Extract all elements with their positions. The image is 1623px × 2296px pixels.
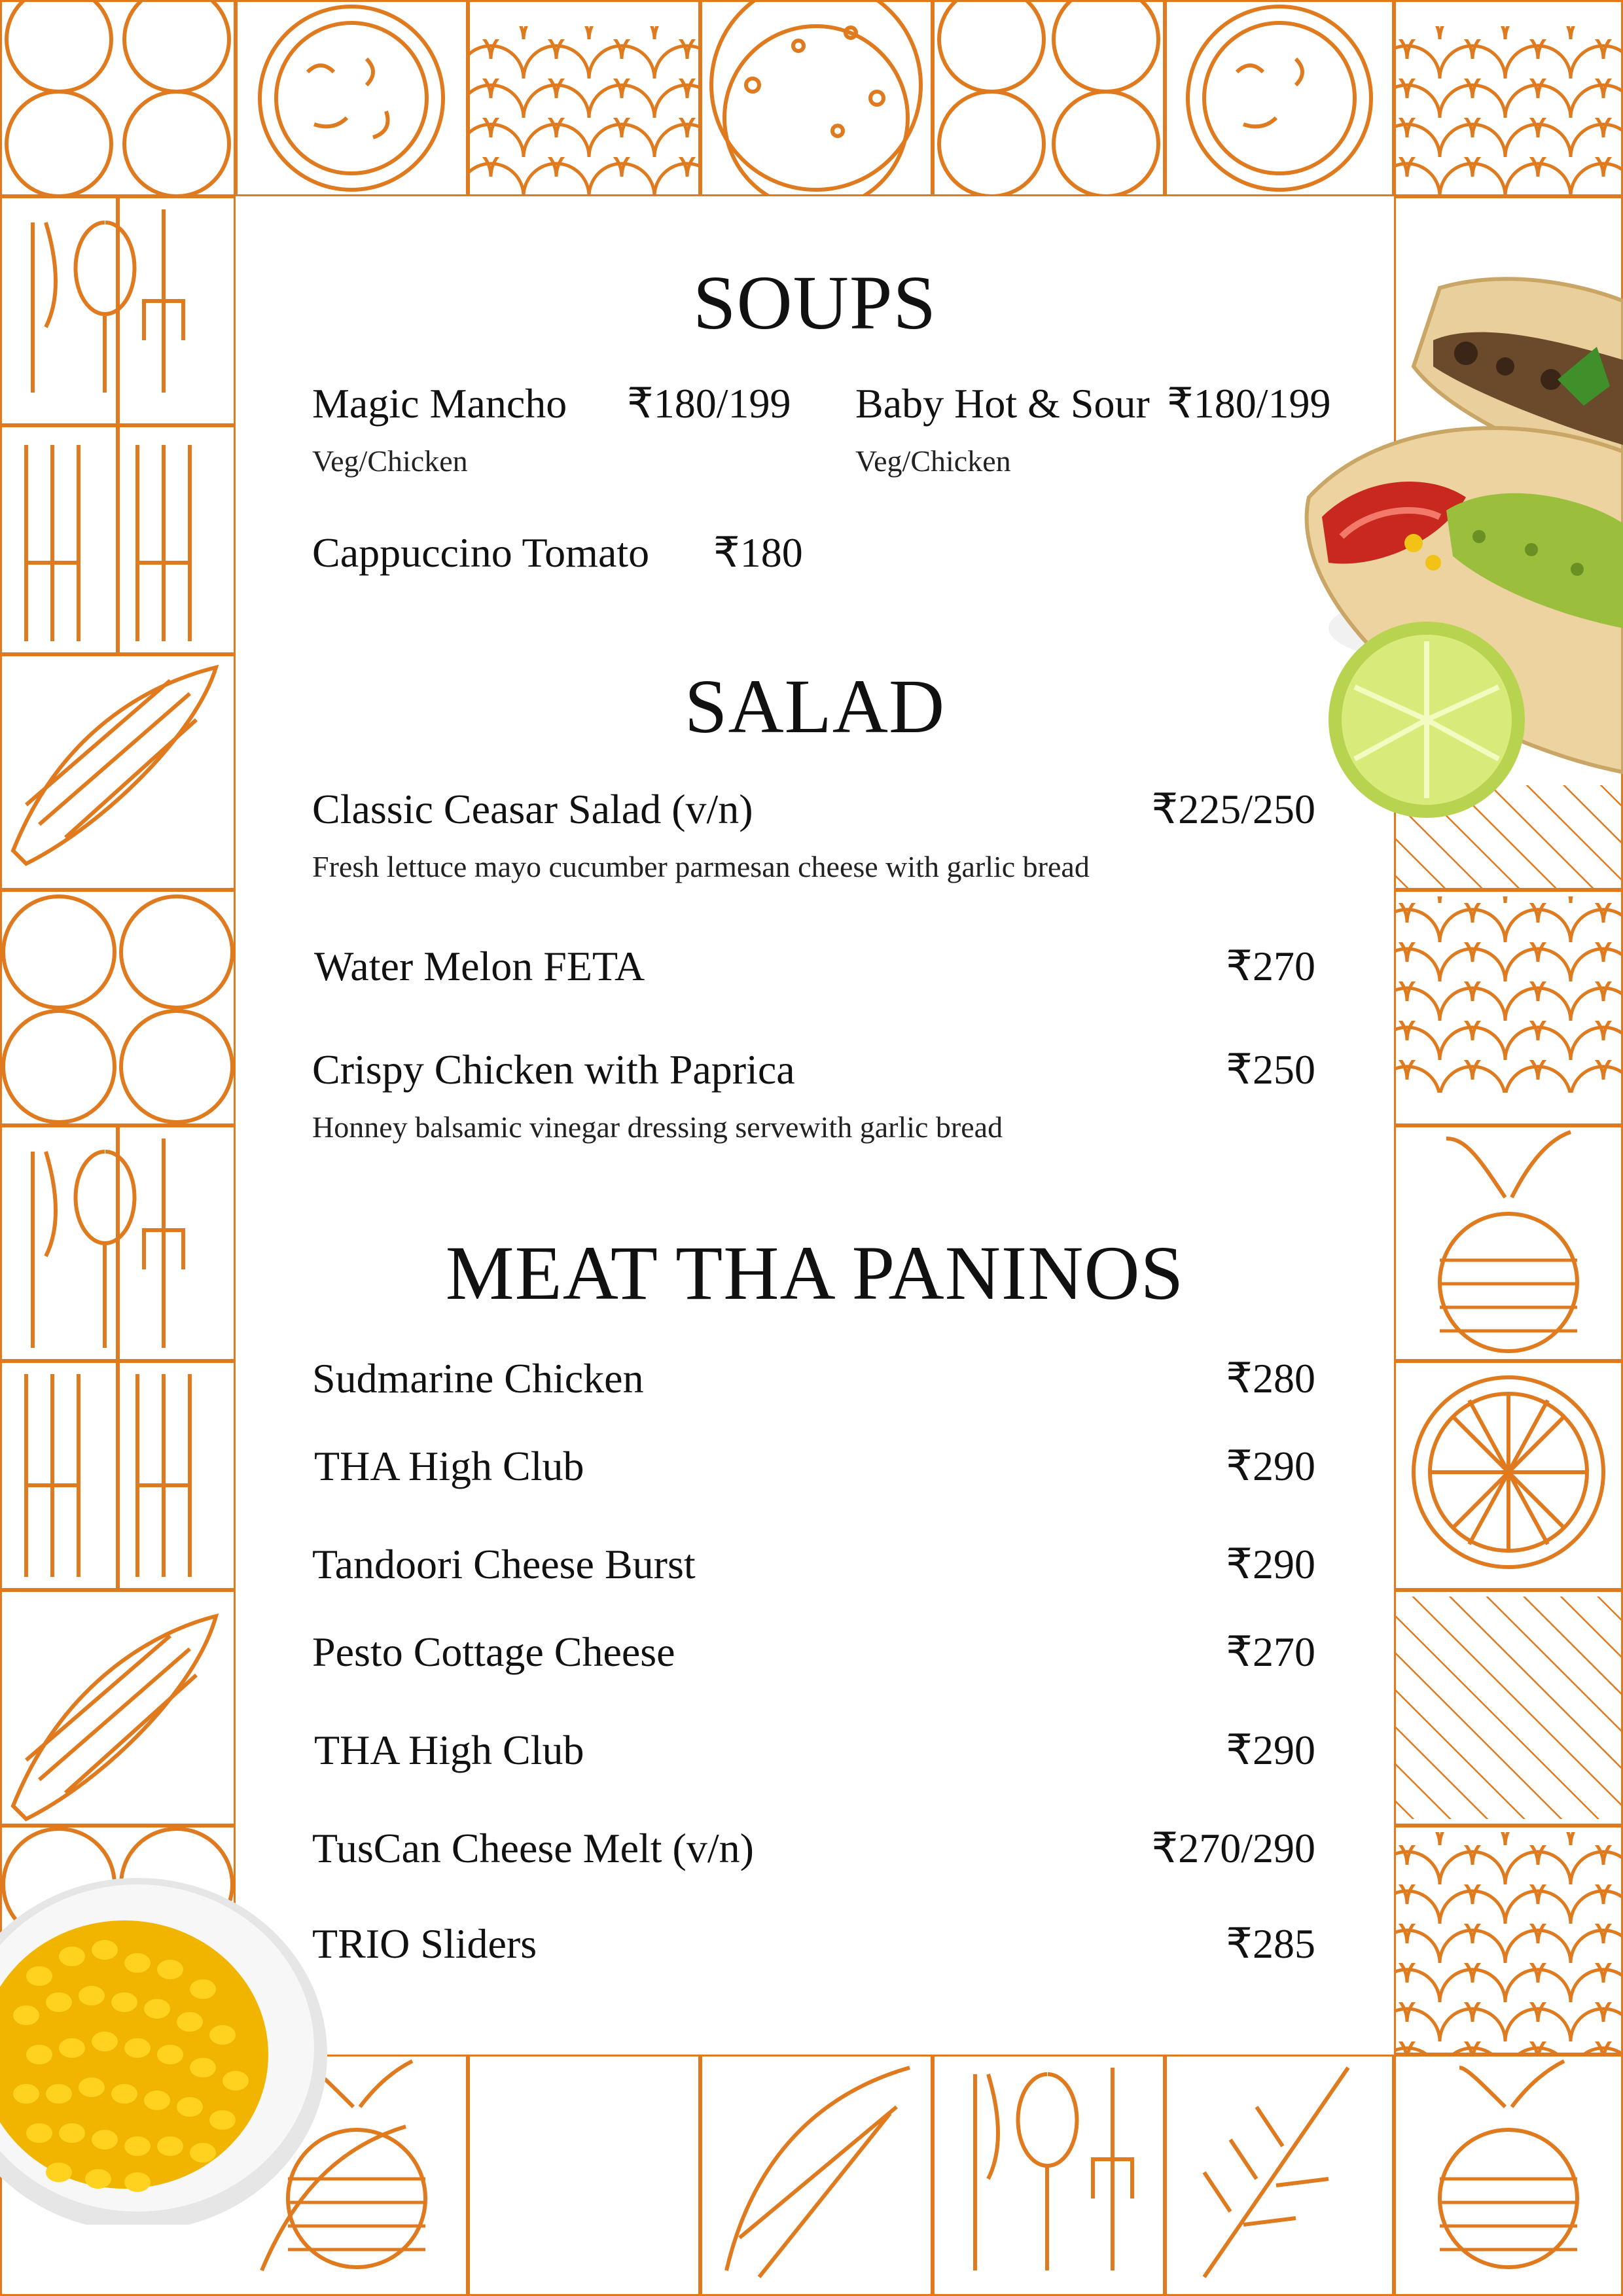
menu-item-name: THA High Club <box>314 1443 584 1489</box>
menu-item-name: Cappuccino Tomato <box>312 529 650 576</box>
menu-item-price: ₹180/199 <box>627 380 791 427</box>
menu-item-price: ₹270 <box>1226 943 1315 989</box>
menu-item-price: ₹270/290 <box>1151 1825 1315 1871</box>
menu-item-price: ₹285 <box>1226 1920 1315 1967</box>
menu-item-price: ₹290 <box>1226 1541 1315 1587</box>
section-title-soups: SOUPS <box>692 260 937 345</box>
menu-item-description: Fresh lettuce mayo cucumber parmesan cheese with garlic bread <box>312 850 1090 883</box>
section-title-salad: SALAD <box>684 663 946 749</box>
menu-item-price: ₹180 <box>713 529 803 576</box>
menu-item-price: ₹280 <box>1226 1355 1315 1402</box>
menu-item-name: Sudmarine Chicken <box>312 1355 644 1402</box>
menu-item-name: Water Melon FETA <box>314 943 645 989</box>
menu-item-name: Classic Ceasar Salad (v/n) <box>312 786 753 832</box>
menu-item-name: Crispy Chicken with Paprica <box>312 1046 795 1093</box>
menu-item-name: TusCan Cheese Melt (v/n) <box>312 1825 754 1871</box>
menu-item-price: ₹180/199 <box>1167 380 1331 427</box>
menu-item-name: Tandoori Cheese Burst <box>312 1541 696 1587</box>
menu-item-price: ₹290 <box>1226 1727 1315 1773</box>
menu-item-name: Pesto Cottage Cheese <box>312 1629 675 1675</box>
corn-bowl-photo <box>0 1806 327 2225</box>
menu-item-price: ₹225/250 <box>1151 786 1315 832</box>
menu-panel <box>236 196 1394 2055</box>
menu-item-description: Veg/Chicken <box>855 444 1011 478</box>
menu-item-name: THA High Club <box>314 1727 584 1773</box>
menu-item-price: ₹290 <box>1226 1443 1315 1489</box>
menu-item-name: Baby Hot & Sour <box>855 380 1150 427</box>
menu-item-price: ₹270 <box>1226 1629 1315 1675</box>
menu-item-name: Magic Mancho <box>312 380 567 427</box>
section-title-paninos: MEAT THA PANINOS <box>445 1230 1185 1316</box>
tacos-photo <box>1283 262 1623 910</box>
menu-item-description: Veg/Chicken <box>312 444 468 478</box>
menu-item-name: TRIO Sliders <box>312 1920 537 1967</box>
menu-item-description: Honney balsamic vinegar dressing servewith garlic bread <box>312 1110 1003 1144</box>
menu-item-price: ₹250 <box>1226 1046 1315 1093</box>
